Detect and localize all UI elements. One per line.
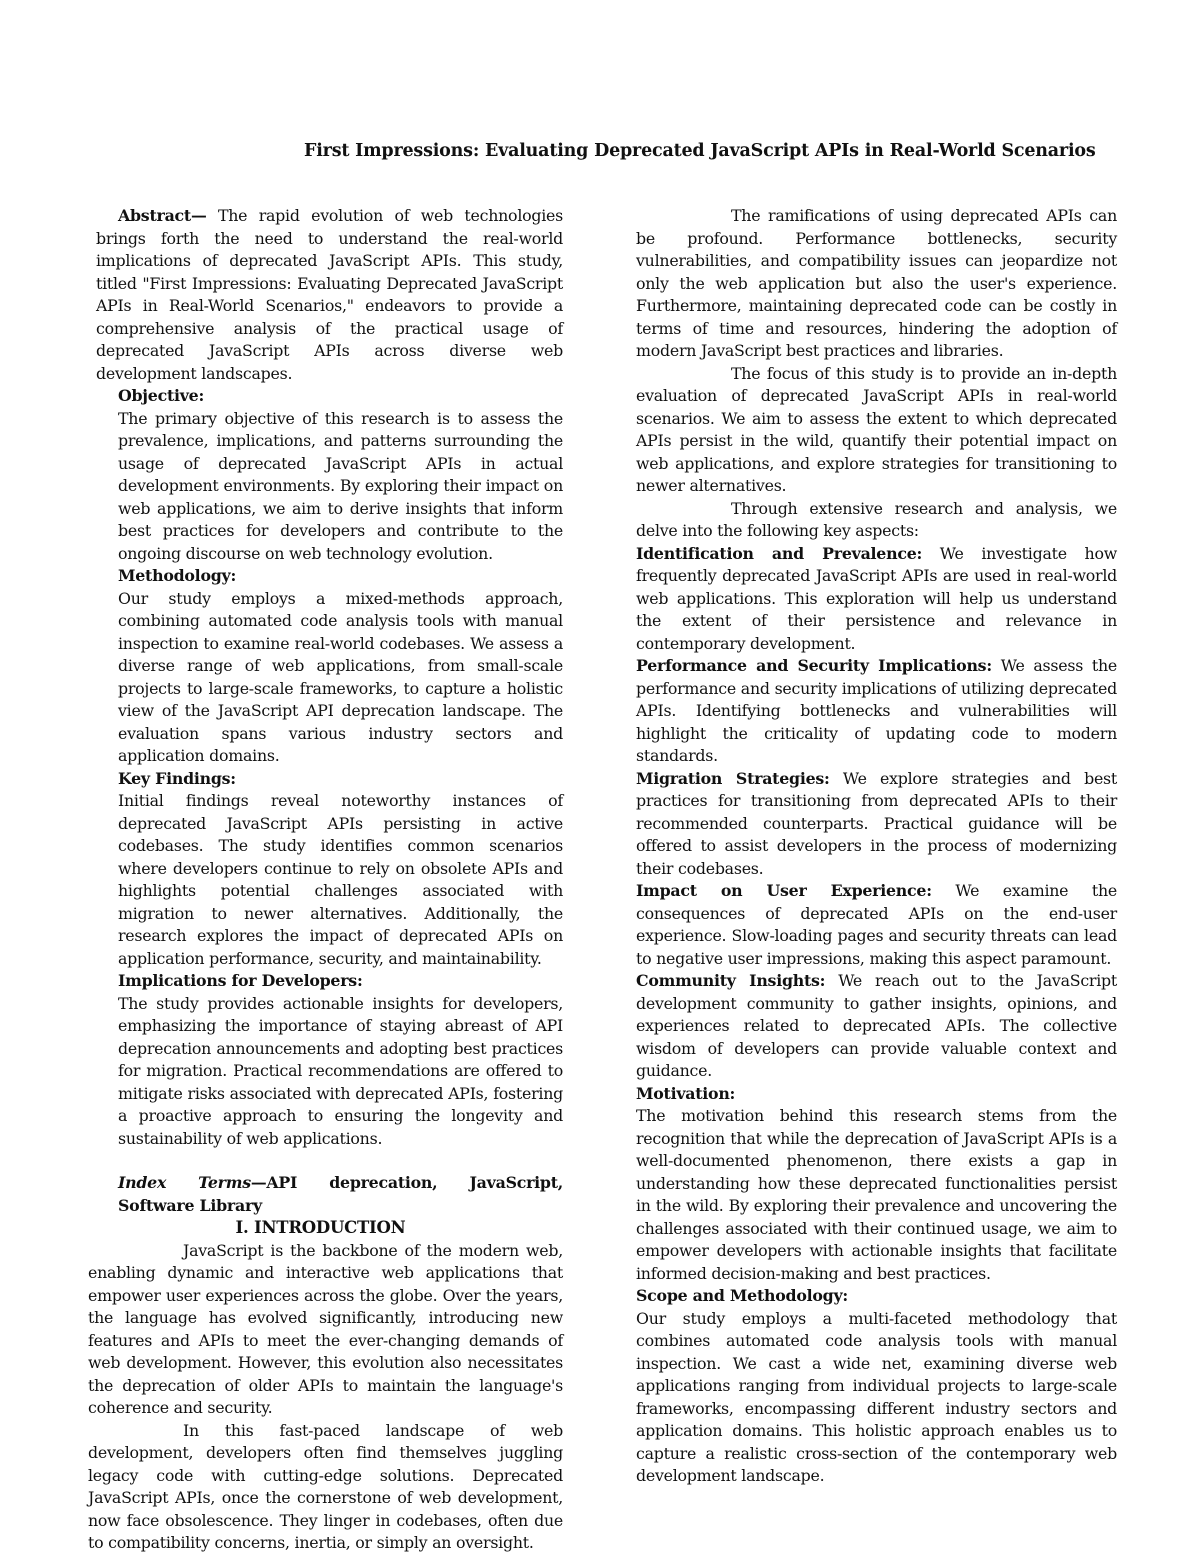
aspect-item: [636, 543, 1117, 656]
aspect-item: [636, 655, 1117, 768]
index-terms-text: —API deprecation, JavaScript, Software Library: [118, 1173, 564, 1215]
aspect-item: [636, 768, 1117, 881]
methodology-heading: Methodology:: [118, 566, 237, 585]
motivation-heading: Motivation:: [636, 1083, 736, 1103]
abstract-intro: [96, 205, 563, 385]
abstract-label: Abstract—: [118, 206, 207, 225]
body-paragraph: The ramifications of using deprecated APIs can be profound. Performance bottlenecks, security vulnerabilities, and compatibility issues can jeopardize not only the web application but also the user's experience. Furthermore, maintaining deprecated code can be costly in terms of time and resources, hindering the adoption of modern JavaScript best practices and libraries.: [636, 206, 1117, 360]
key-findings-body: Initial findings reveal noteworthy instances of deprecated JavaScript APIs persisting in active codebases. The study identifies common scenarios where developers continue to rely on obsolete APIs and highlights potential challenges associated with migration to newer alternatives. Additionally, the research explores the impact of deprecated APIs on application performance, security, and maintainability.: [118, 791, 563, 968]
aspect-item: [636, 880, 1117, 970]
aspect-label: Migration Strategies:: [636, 768, 830, 788]
implications-body: The study provides actionable insights for developers, emphasizing the importance of staying abreast of API deprecation announcements and adopting best practices for migration. Practical recommendations are offered to mitigate risks associated with deprecated APIs, fostering a proactive approach to ensuring the longevity and sustainability of web applications.: [118, 993, 563, 1148]
body-paragraph: The focus of this study is to provide an in-depth evaluation of deprecated JavaScript APIs in real-world scenarios. We aim to assess the extent to which deprecated APIs persist in the wild, quantify their potential impact on web applications, and explore strategies for transitioning to newer alternatives.: [636, 363, 1117, 495]
objective-body: The primary objective of this research is to assess the prevalence, implications, and patterns surrounding the usage of deprecated JavaScript APIs in actual development environments. By exploring their impact on web applications, we aim to derive insights that inform best practices for developers and contribute to the ongoing discourse on web technology evolution.: [118, 408, 563, 563]
intro-paragraph: JavaScript is the backbone of the modern web, enabling dynamic and interactive web applications that empower user experiences across the globe. Over the years, the language has evolved significantly, introducing new features and APIs to meet the ever-changing demands of web development. However, this evolution also necessitates the deprecation of older APIs to maintain the language's coherence and security.: [88, 1240, 563, 1417]
aspect-text: We reach out to the JavaScript development community to gather insights, opinions, and experiences related to deprecated APIs. The collective wisdom of developers can provide valuable context and guidance.: [636, 971, 1117, 1080]
objective-heading: Objective:: [118, 386, 205, 405]
key-findings-heading: Key Findings:: [118, 768, 236, 788]
aspect-label: Performance and Security Implications:: [636, 656, 992, 675]
page-title: First Impressions: Evaluating Deprecated JavaScript APIs in Real-World Scenarios: [304, 141, 1096, 161]
aspect-item: [636, 970, 1117, 1083]
right-column: [636, 205, 1117, 1488]
intro-paragraph: In this fast-paced landscape of web development, developers often find themselves juggling legacy code with cutting-edge solutions. Deprecated JavaScript APIs, once the cornerstone of web development, now face obsolescence. They linger in codebases, often due to compatibility concerns, inertia, or simply an oversight.: [88, 1420, 563, 1552]
aspect-label: Identification and Prevalence:: [636, 543, 923, 563]
methodology-body: Our study employs a mixed-methods approach, combining automated code analysis tools with manual inspection to examine real-world codebases. We assess a diverse range of web applications, from small-scale projects to large-scale frameworks, to capture a holistic view of the JavaScript API deprecation landscape. The evaluation spans various industry sectors and application domains.: [118, 588, 563, 765]
aspect-label: Community Insights:: [636, 971, 826, 990]
introduction-section: [88, 1217, 563, 1555]
body-paragraph: Through extensive research and analysis, we delve into the following key aspects:: [636, 498, 1117, 540]
aspect-text: We explore strategies and best practices for transitioning from deprecated APIs to their recommended counterparts. Practical guidance will be offered to assist developers in the process of modernizing their codebases.: [636, 768, 1117, 878]
aspect-text: We examine the consequences of deprecated APIs on the end-user experience. Slow-loading pages and security threats can lead to negative user impressions, making this aspect paramount.: [636, 881, 1117, 968]
scope-body: Our study employs a multi-faceted methodology that combines automated code analysis tools with manual inspection. We cast a wide net, examining diverse web applications ranging from individual projects to large-scale frameworks, encompassing different industry sectors and application domains. This holistic approach enables us to capture a realistic cross-section of the contemporary web development landscape.: [636, 1308, 1117, 1485]
aspect-text: We investigate how frequently deprecated JavaScript APIs are used in real-world web applications. This exploration will help us understand the extent of their persistence and relevance in contemporary development.: [636, 543, 1117, 653]
motivation-body: The motivation behind this research stems from the recognition that while the deprecation of JavaScript APIs is a well-documented phenomenon, there exists a gap in understanding how these deprecated functionalities persist in the wild. By exploring their prevalence and uncovering the challenges associated with their continued usage, we aim to empower developers with actionable insights that facilitate informed decision-making and best practices.: [636, 1106, 1117, 1283]
scope-heading: Scope and Methodology:: [636, 1286, 848, 1305]
index-terms-label: Index Terms: [118, 1173, 251, 1192]
implications-heading: Implications for Developers:: [118, 971, 363, 990]
index-terms: [118, 1172, 563, 1217]
aspect-label: Impact on User Experience:: [636, 881, 932, 900]
introduction-heading: I. INTRODUCTION: [235, 1218, 406, 1237]
left-column: [88, 205, 564, 1555]
aspect-text: We assess the performance and security implications of utilizing deprecated APIs. Identifying bottlenecks and vulnerabilities will highlight the criticality of updating code to modern standards.: [636, 656, 1117, 765]
abstract-text: The rapid evolution of web technologies brings forth the need to understand the real-world implications of deprecated JavaScript APIs. This study, titled "First Impressions: Evaluating Deprecated JavaScript APIs in Real-World Scenarios," endeavors to provide a comprehensive analysis of the practical usage of deprecated JavaScript APIs across diverse web development landscapes.: [96, 206, 563, 383]
